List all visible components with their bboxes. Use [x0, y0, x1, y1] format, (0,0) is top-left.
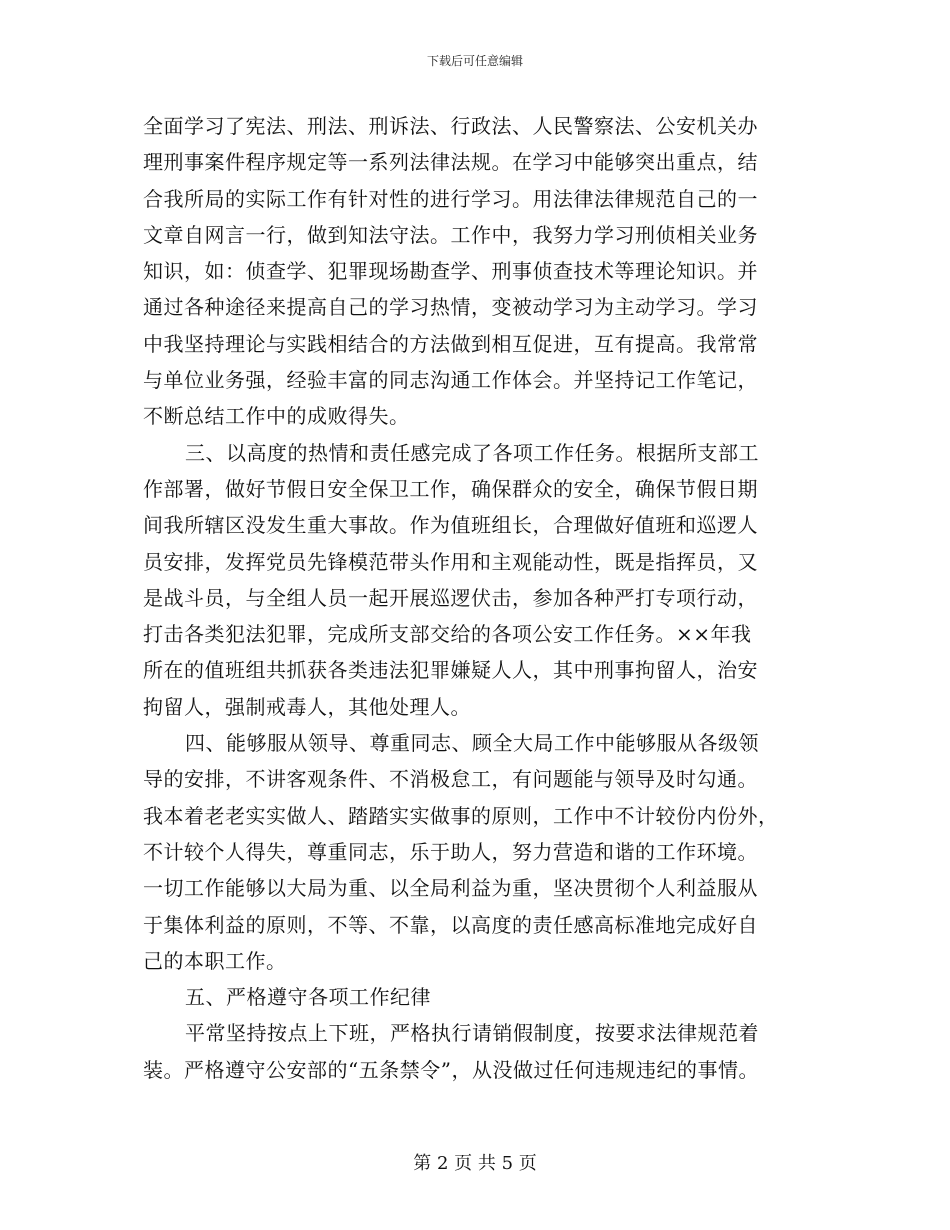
text-line: 合我所局的实际工作有针对性的进行学习。用法律法律规范自己的一: [143, 186, 758, 211]
text-line: 中我坚持理论与实践相结合的方法做到相互促进，互有提高。我常常: [143, 331, 758, 356]
text-line: 四、能够服从领导、尊重同志、顾全大局工作中能够服从各级领: [185, 731, 759, 756]
text-line: 五、严格遵守各项工作纪律: [185, 985, 431, 1010]
text-line: 理刑事案件程序规定等一系列法律法规。在学习中能够突出重点，结: [143, 150, 758, 175]
text-line: 装。严格遵守公安部的“五条禁令”，从没做过任何违规违纪的事情。: [143, 1057, 759, 1082]
document-body: [143, 108, 823, 1088]
text-line: 所在的值班组共抓获各类违法犯罪嫌疑人人，其中刑事拘留人，治安: [143, 658, 758, 683]
text-line: 知识，如：侦查学、犯罪现场勘查学、刑事侦查技术等理论知识。并: [143, 259, 758, 284]
text-line: 与单位业务强，经验丰富的同志沟通工作体会。并坚持记工作笔记，: [143, 368, 758, 393]
text-line: 三、以高度的热情和责任感完成了各项工作任务。根据所支部工: [185, 440, 759, 465]
text-line: 不计较个人得失，尊重同志，乐于助人，努力营造和谐的工作环境。: [143, 839, 758, 864]
text-line: 通过各种途径来提高自己的学习热情，变被动学习为主动学习。学习: [143, 295, 758, 320]
text-line: 拘留人，强制戒毒人，其他处理人。: [143, 694, 471, 719]
text-line: 全面学习了宪法、刑法、刑诉法、行政法、人民警察法、公安机关办: [143, 114, 758, 138]
text-line: 文章自网言一行，做到知法守法。工作中，我努力学习刑侦相关业务: [143, 222, 758, 247]
text-line: 不断总结工作中的成败得失。: [143, 404, 410, 429]
text-line: 导的安排，不讲客观条件、不消极怠工，有问题能与领导及时勾通。: [143, 767, 758, 792]
page-header-note: 下载后可任意编辑: [426, 54, 523, 68]
text-line: 作部署，做好节假日安全保卫工作，确保群众的安全，确保节假日期: [143, 476, 758, 501]
text-line: 平常坚持按点上下班，严格执行请销假制度，按要求法律规范着: [185, 1021, 759, 1046]
page-number: 第 2 页 共 5 页: [413, 1153, 537, 1174]
text-line: 打击各类犯法犯罪，完成所支部交给的各项公安工作任务。××年我: [143, 622, 752, 647]
text-line: 于集体利益的原则，不等、不靠，以高度的责任感高标准地完成好自: [143, 912, 758, 937]
text-line: 是战斗员，与全组人员一起开展巡逻伏击，参加各种严打专项行动，: [143, 585, 758, 610]
text-line: 员安排，发挥党员先锋模范带头作用和主观能动性，既是指挥员，又: [143, 549, 758, 574]
text-line: 间我所辖区没发生重大事故。作为值班组长，合理做好值班和巡逻人: [143, 513, 758, 538]
text-line: 己的本职工作。: [143, 948, 287, 973]
text-line: 一切工作能够以大局为重、以全局利益为重，坚决贯彻个人利益服从: [143, 876, 758, 901]
text-line: 我本着老老实实做人、踏踏实实做事的原则，工作中不计较份内份外，: [143, 803, 779, 828]
